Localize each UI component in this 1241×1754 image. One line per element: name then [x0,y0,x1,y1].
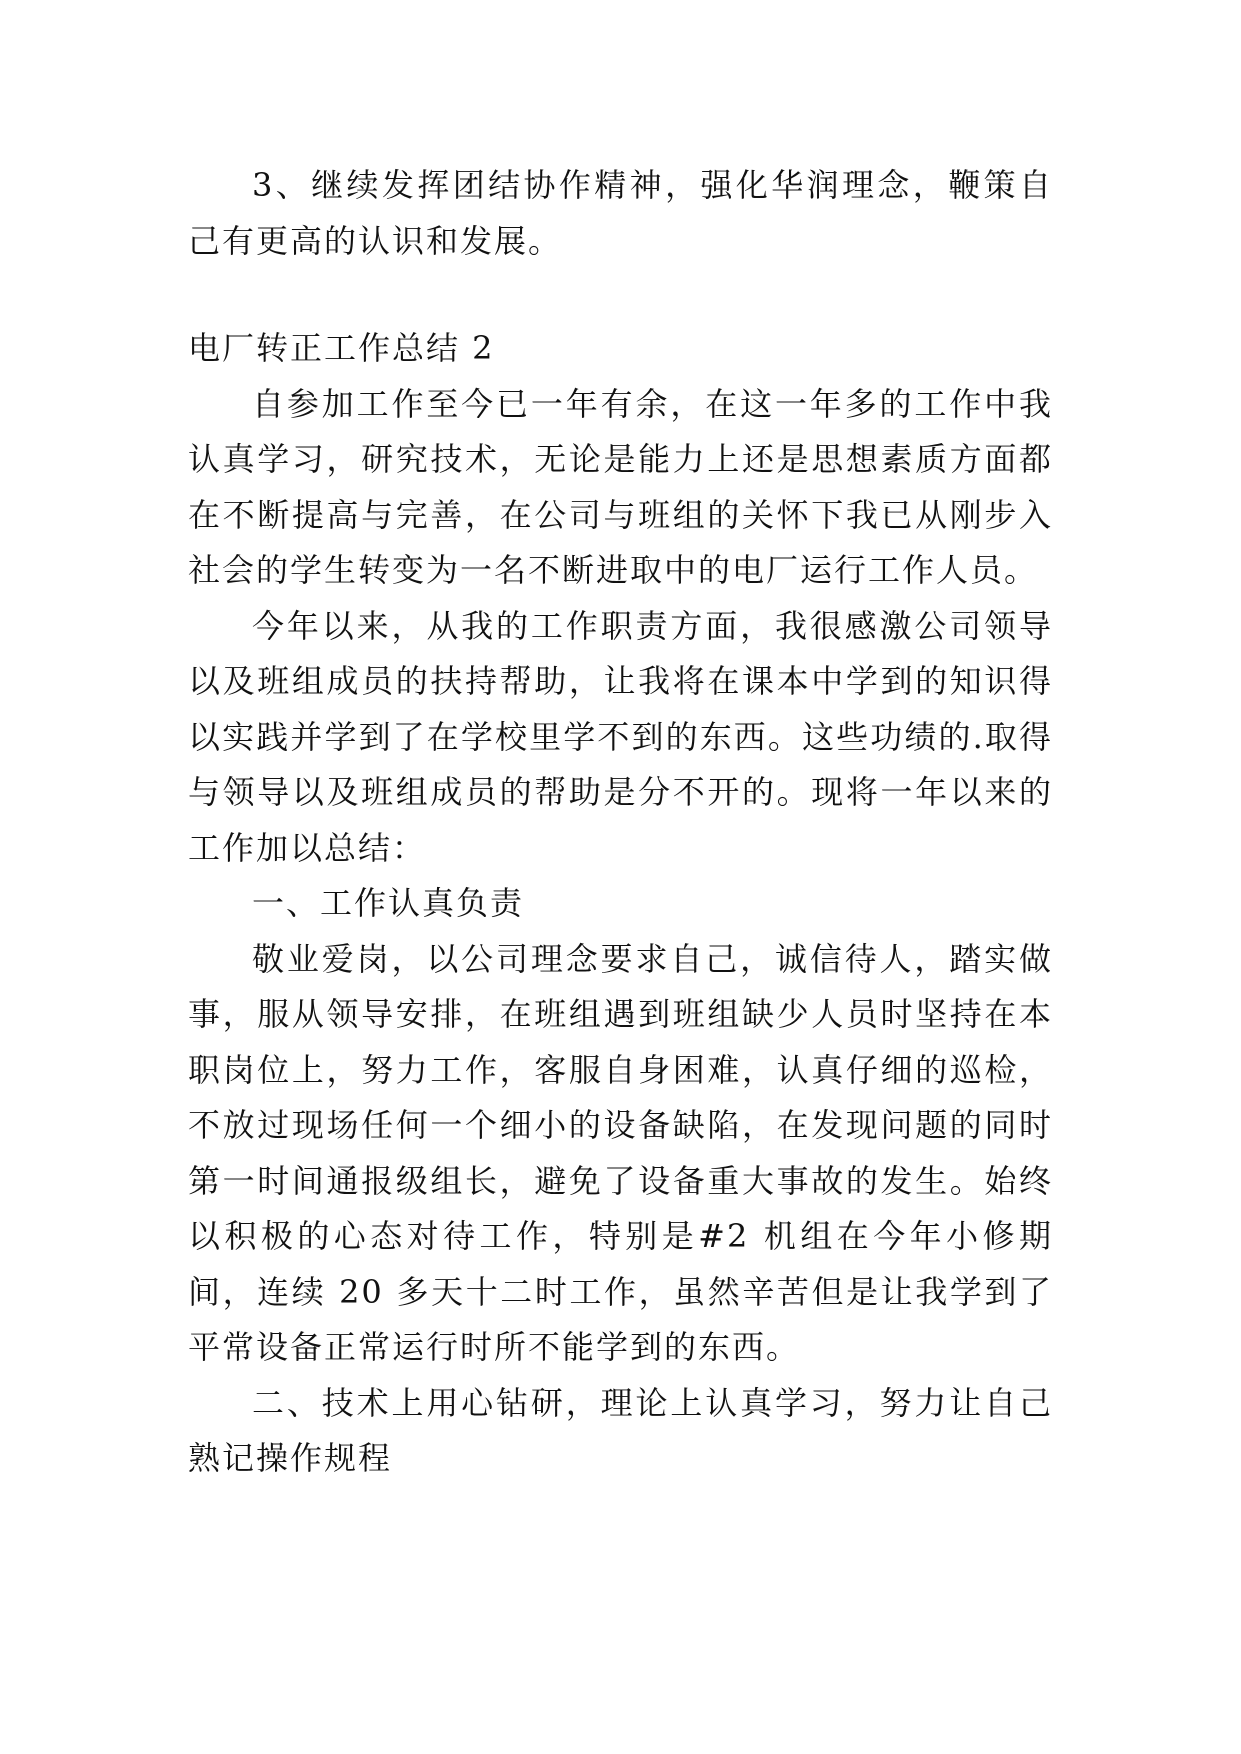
heading-work-responsibility: 一、工作认真负责 [252,884,525,922]
paragraph-thanks: 今年以来，从我的工作职责方面，我很感激公司领导以及班组成员的扶持帮助，让我将在课本中学到的知识得以实践并学到了在学校里学不到的东西。这些功绩的.取得与领导以及班组成员的帮助是分不开的。现将一年以来的工作加以总结： [188,606,1053,867]
paragraph-intro: 自参加工作至今已一年有余，在这一年多的工作中我认真学习，研究技术，无论是能力上还是思想素质方面都在不断提高与完善，在公司与班组的关怀下我已从刚步入社会的学生转变为一名不断进取中的电厂运行工作人员。 [188,384,1053,589]
heading-technical-study: 二、技术上用心钻研，理论上认真学习，努力让自己熟记操作规程 [188,1383,1053,1477]
section-title: 电厂转正工作总结 2 [188,329,495,367]
document-body [188,158,1053,1487]
paragraph-item-3: 3、继续发挥团结协作精神，强化华润理念，鞭策自己有更高的认识和发展。 [188,166,1053,260]
paragraph-dedication: 敬业爱岗，以公司理念要求自己，诚信待人，踏实做事，服从领导安排，在班组遇到班组缺少人员时坚持在本职岗位上，努力工作，客服自身困难，认真仔细的巡检，不放过现场任何一个细小的设备缺陷，在发现问题的同时第一时间通报级组长，避免了设备重大事故的发生。始终以积极的心态对待工作，特别是#2 机组在今年小修期间，连续 20 多天十二时工作，虽然辛苦但是让我学到了平常设备正常运行时所不能学到的东西。 [188,939,1053,1366]
